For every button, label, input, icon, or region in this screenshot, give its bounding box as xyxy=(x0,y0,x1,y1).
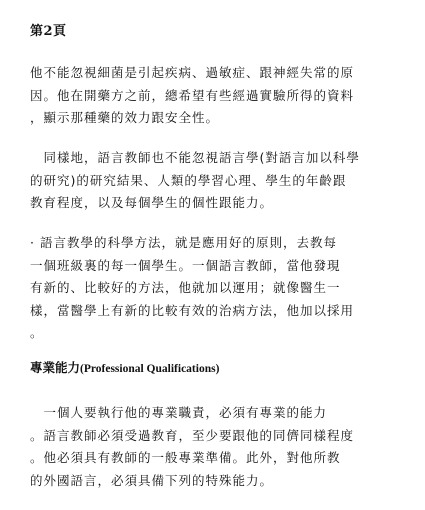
section-heading-english: (Professional Qualifications) xyxy=(80,363,220,375)
paragraph-line: 同樣地，語言教師也不能忽視語言學(對語言加以科學 xyxy=(30,150,360,165)
paragraph-line: 的研究)的研究結果、人類的學習心理、學生的年齡跟 xyxy=(30,172,347,188)
page-number-label: 第2頁 xyxy=(30,24,67,39)
paragraph-line: 一個人要執行他的專業職責，必須有專業的能力 xyxy=(30,405,328,420)
section-heading xyxy=(30,358,219,376)
paragraph-line: 有新的、比較好的方法，他就加以運用；就像醫生一 xyxy=(30,280,341,295)
paragraph-line: 他不能忽視細菌是引起疾病、過敏症、跟神經失常的原 xyxy=(30,65,355,80)
paragraph-line: · 語言教學的科學方法，就是應用好的原則，去教每 xyxy=(30,235,337,250)
section-heading-chinese: 專業能力 xyxy=(30,360,81,375)
paragraph-3 xyxy=(30,232,405,345)
paragraph-line: 一個班級裏的每一個學生。一個語言教師，當他發現 xyxy=(30,257,341,273)
paragraph-1 xyxy=(30,62,405,130)
paragraph-line: 教育程度，以及每個學生的個性跟能力。 xyxy=(30,195,274,210)
paragraph-line: 的外國語言，必須具備下列的特殊能力。 xyxy=(30,472,274,488)
paragraph-2 xyxy=(30,147,405,215)
paragraph-line: 。語言教師必須受過教育，至少要跟他的同儕同樣程度 xyxy=(30,427,355,443)
paragraph-line: ，顯示那種藥的效力跟安全性。 xyxy=(30,110,220,125)
section-paragraph xyxy=(30,402,405,492)
paragraph-line: 。 xyxy=(30,325,44,340)
paragraph-line: 。他必須具有教師的一般專業準備。此外，對他所教 xyxy=(30,450,341,465)
paragraph-line: 因。他在開藥方之前，總希望有些經過實驗所得的資料 xyxy=(30,87,355,103)
paragraph-line: 樣，當醫學上有新的比較有效的治病方法，他加以採用 xyxy=(30,302,355,318)
